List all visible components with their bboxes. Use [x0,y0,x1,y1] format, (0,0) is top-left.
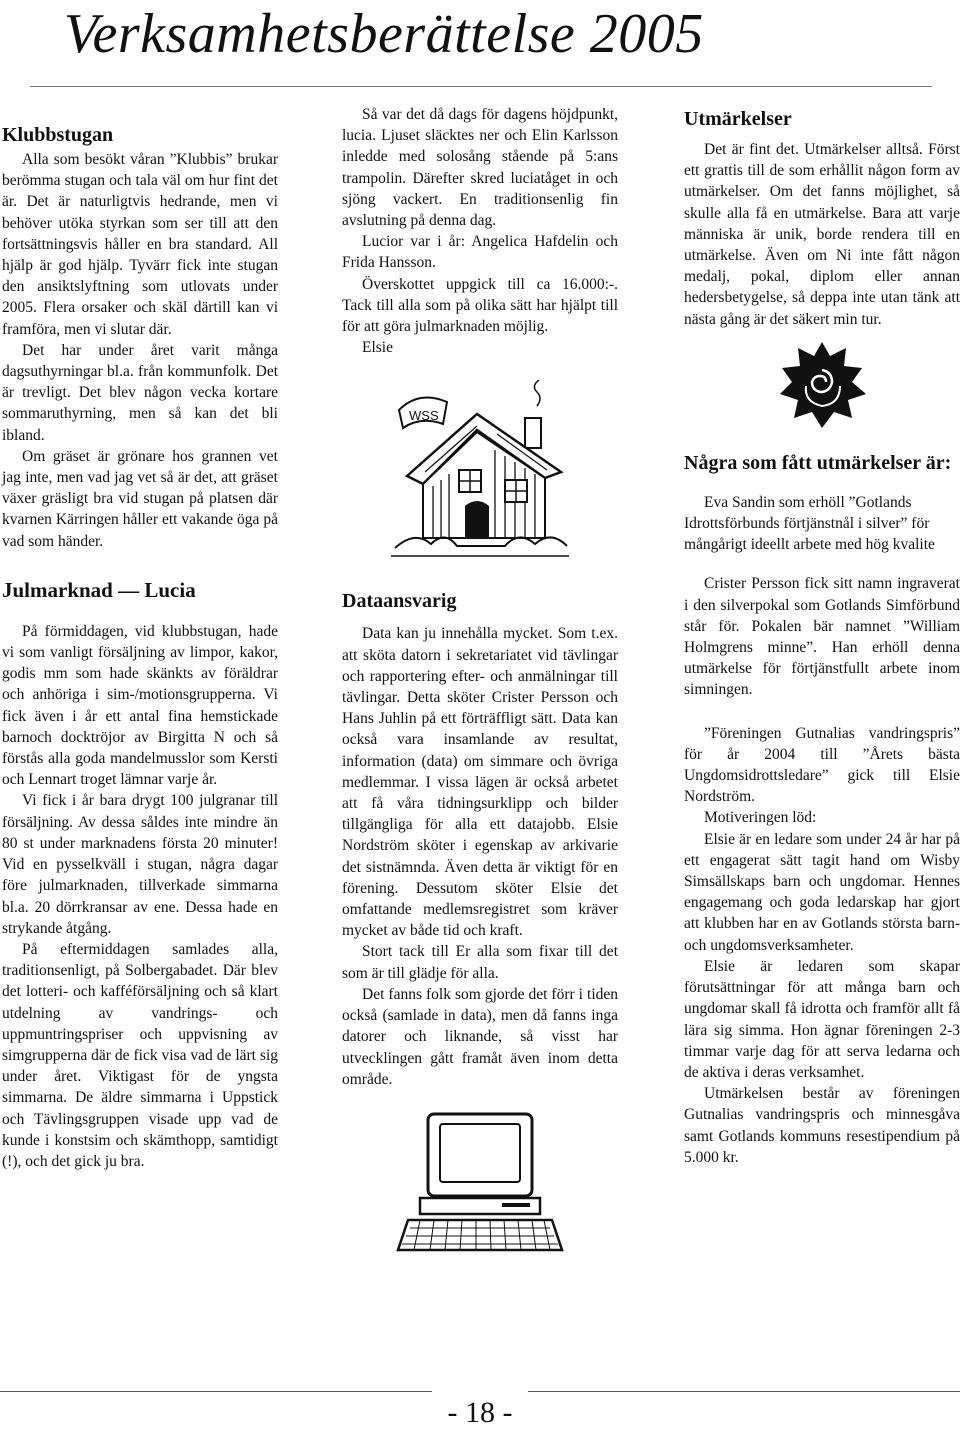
paragraph: Det har under året varit många dagsuthyrningar bl.a. från kommunfolk. Det är trevligt. Det blev någon vecka kortare sommaruthyrning, men så kan det bli ibland. [2,341,278,444]
heading-klubbstugan: Klubbstugan [2,124,114,146]
footer-rule-right [528,1391,960,1392]
footer-rule-left [0,1391,432,1392]
paragraph: Det fanns folk som gjorde det förr i tiden också (samlade in data), men då fanns inga datorer och liknande, så visst har utvecklingen gått framåt även inom detta område. [342,985,618,1088]
page-title: Verksamhetsberättelse 2005 [64,3,704,65]
rose-illustration [772,334,872,434]
heading-julmarknad: Julmarknad — Lucia [2,577,196,602]
heading-dataansvarig: Dataansvarig [342,590,457,613]
column-2 [342,104,618,1258]
paragraph: Vi fick i år bara drygt 100 julgranar till försäljning. Av dessa såldes inte mindre än 80 st under marknadens första 20 minuter! Vid en pysselkväll i stugan, några dagar före julmarknaden, tillverkade simmarna bl.a. 20 dörrkransar av ene. Dessa hade en strykande åtgång. [2,792,278,937]
paragraph: Motiveringen löd: [704,809,817,827]
paragraph: Stort tack till Er alla som fixar till det som är till glädje för alla. [342,943,618,982]
paragraph: Crister Persson fick sitt namn ingraverat i den silverpokal som Gotlands Simförbund står för. Pokalen bär namnet ”William Holmgrens minne”. Han erhöll denna utmärkelse för förtjänstfullt arbete inom simningen. [684,575,960,699]
paragraph: Lucior var i år: Angelica Hafdelin och Frida Hansson. [342,233,618,272]
header-rule [30,86,932,87]
computer-illustration [390,1108,570,1258]
heading-nagra-som-fatt: Några som fått utmärkelser är: [684,451,952,474]
paragraph: Data kan ju innehålla mycket. Som t.ex. att sköta datorn i sekretariatet vid tävlingar och rapportering efter- och anmälningar till tävlingar. Detta sköter Crister Persson och Hans Juhlin på ett förträffligt sätt. Data kan också vara insamlande av resultat, information (data) om simmare och övriga medlemmar. I vissa lägen är också arbetet att få våra tidningsurklipp och bilder tillgängliga för alla ett datajobb. Elsie Nordström sköter i egenskap av arkivarie det sistnämnda. Även detta är viktigt för en förening. Dessutom sköter Elsie det omfattande medlemsregistret som kräver mycket av både tid och kraft. [342,625,618,940]
column-3 [684,108,960,1168]
clubhouse-illustration [385,380,575,570]
paragraph: Så var det då dags för dagens höjdpunkt, lucia. Ljuset släcktes ner och Elin Karlsson inledde med solosång stående på 5:ans trampolin. Därefter skred luciatåget in och sjöng vackert. En traditionsenlig fin avslutning på denna dag. [342,106,618,230]
paragraph: Eva Sandin som erhöll ”Gotlands Idrottsförbunds förtjänstnål i silver” för mångårigt ideellt arbete med hög kvalite [684,493,935,554]
paragraph: Alla som besökt våran ”Klubbis” brukar berömma stugan och tala väl om hur fint det är. Det är naturligtvis hedrande, men vi behöver utöka styrkan som ser till att den fortsättningsvis håller en bra standard. All hjälp är god hjälp. Tyvärr fick inte stugan den ansiktslyftning som utlovats under 2005. Flera orsaker och skäl därtill kan vi framföra, men vi slutar där. [2,151,278,338]
paragraph: Om gräset är grönare hos grannen vet jag inte, men vad jag vet så är det, att gräset växer gräsligt bra vid stugan på platsen där kvarnen Kärringen håller ett vakande öga på vad som händer. [2,447,278,550]
heading-utmarkelser: Utmärkelser [684,108,792,130]
paragraph: Det är fint det. Utmärkelser alltså. Först ett grattis till de som erhållit någon form av utmärkelser. Om det fanns möjlighet, så skulle alla få en utmärkelse. Bara att varje människa är unik, borde rendera till en utmärkelse. Även om Ni inte fått någon medalj, pokal, diplom eller annan hedersbetygelse, så deppa inte utan tänk att nästa gång är det säkert min tur. [684,141,960,328]
signature: Elsie [362,339,393,357]
paragraph: På eftermiddagen samlades alla, traditionsenligt, på Solbergabadet. Där blev det lotteri- och kafféförsäljning och så klart utdelning av vandrings- och uppmuntringspriser och uppvisning av simgrupperna där de fick visa vad de lärt sig under året. Viktigast för de yngsta simmarna. De äldre simmarna i Uppstick och Tävlingsgruppen visade upp vad de kunde i konstsim och skämthopp, samtidigt (!), och det gick ju bra. [2,940,278,1170]
paragraph: Elsie är en ledare som under 24 år har på ett engagerat sätt tagit hand om Wisby Simsällskaps barn och ungdomar. Hennes engagemang och goda ledarskap har gjort att klubben har en av Gotlands största barn- och ungdomsverksamheter. [684,830,960,954]
paragraph: Elsie är ledaren som skapar förutsättningar för att många barn och ungdomar skall få idrotta och framför allt få lära sig simma. Hon ägnar föreningen 2-3 timmar varje dag för att serva ledarna och de aktiva i deras verksamhet. [684,957,960,1081]
house-sign-text: WSS [409,408,439,424]
paragraph: Utmärkelsen består av föreningen Gutnalias vandringspris och minnesgåva samt Gotlands kommuns resestipendium på 5.000 kr. [684,1085,960,1166]
page-number: - 18 - [447,1396,513,1429]
column-1 [2,124,278,1172]
paragraph: På förmiddagen, vid klubbstugan, hade vi som vanligt försäljning av limpor, kakor, godis mm som hade skänkts av föräldrar och anhöriga i sim-/motionsgrupperna. Vi fick även i år ett antal fina hemstickade barnoch docktröjor av Birgitta N och så förstås alla goda mandelmusslor som Kersti och Lennart troget lämnar varje år. [2,622,278,789]
paragraph: Överskottet uppgick till ca 16.000:-. Tack till alla som på olika sätt har hjälpt till för att göra julmarknaden möjlig. [342,275,618,336]
paragraph: ”Föreningen Gutnalias vandringspris” för år 2004 till ”Årets bästa Ungdomsidrottsledare” gick till Elsie Nordström. [684,724,960,806]
